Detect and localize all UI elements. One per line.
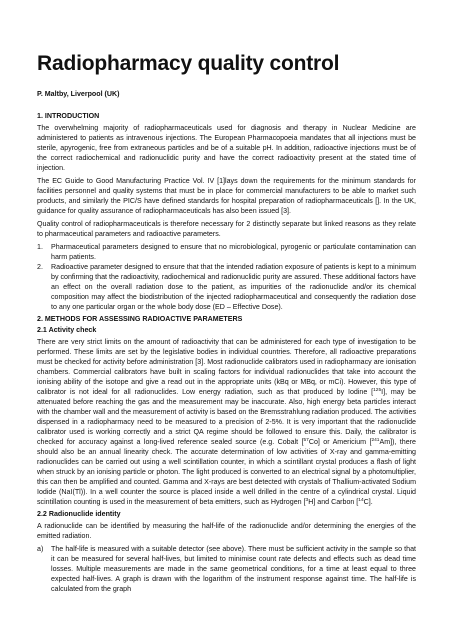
list-marker: 2. — [37, 263, 43, 271]
author-line: P. Maltby, Liverpool (UK) — [37, 90, 120, 98]
identity-paragraph: A radionuclide can be identified by measuring the half-life of the radionuclide and/or determining the energies of the emitted radiation. — [37, 522, 416, 540]
isotope-superscript: 3 — [305, 498, 309, 503]
isotope-superscript: 14 — [358, 498, 364, 503]
identity-lettered-list — [37, 544, 416, 594]
text-run: Am]), there should also be an annual linearity check. The accurate determination of low activities of X-ray and gamma-emitting radionuclides can be carried out using a well scintillation counter, in which a scintillant crystal produces a flash of light when struck by an ionising particle or photon. The light produced is converted to an electrical signal by a photomultiplier, this can then be amplified and counted. Gamma and X-rays are best detected with crystals of Thallium-activated Sodium Iodide (NaI(Tl)). In a well counter the source is placed inside a well drilled in the centre of a cylindrical crystal. Liquid scintillation counting is used in the measurement of beta emitters, such as Hydrogen [ — [37, 438, 416, 506]
intro-paragraph-2: The EC Guide to Good Manufacturing Practice Vol. IV [1]lays down the requirements for the minimum standards for facilities personnel and quality systems that must be in place for commercial manufacturers to be able to market such products, and similarly the PIC/S have defined standards for hospital preparation of radiopharmaceuticals []. In the UK, guidance for quality assurance of radiopharmaceuticals has also been issued [3]. — [37, 177, 416, 215]
document-title: Radiopharmacy quality control — [37, 52, 340, 75]
subsection-heading-radionuclide-identity: 2.2 Radionuclide identity — [37, 510, 121, 518]
list-item — [37, 242, 416, 262]
text-run: I], may be attenuated before reaching the gas and the measurement may be inaccurate. Also, high energy beta particles interact with the chamber wall and the measurement of activity is based on the Bremsstrahlung radiation produced. The activities dispensed in a radiopharmacy need to be measured to a precision of 2-5%. It is very important that the radionuclide calibrator used is working correctly and a strict QA regime should be followed to ensure this. Daily, the calibrator is checked for accuracy against a long-lived reference sealed source (e.g. Cobalt [ — [37, 388, 416, 446]
text-run: H] and Carbon [ — [308, 498, 359, 506]
intro-paragraph-1: The overwhelming majority of radiopharmaceuticals used for diagnosis and therapy in Nuclear Medicine are administered to patients as intravenous injections. The European Pharmacopoeia mandates that all injections must be sterile, apyrogenic, free from extraneous particles and be of a suitable pH. In addition, radioactive injections must be of the correct radiochemical and radionuclidic purity and have the correct radioactivity present at the stated time of injection. — [37, 124, 416, 172]
text-run: There are very strict limits on the amount of radioactivity that can be administered for each type of investigation to be performed. These limits are set by the legislative bodies in individual countries. Therefore, all radioactive preparations must be checked for activity before administration [3]. Most radionuclide calibrators used in radiopharmacy are ionisation chambers. Commercial calibrators have built in scaling factors for individual radionuclides that take into account the ionising ability of the isotope and give a read out in the appropriate units (kBq or MBq, or mCi). However, this type of calibrator is not ideal for all radionuclides. Low energy radiation, such as that produced by Iodine [ — [37, 338, 416, 396]
list-marker: a) — [37, 545, 44, 553]
section-heading-introduction: 1. INTRODUCTION — [37, 112, 100, 120]
list-item-text: The half-life is measured with a suitable detector (see above). There must be sufficient activity in the sample so that it can be measured for several half-lives, but limited to minimise count rate defects and effects such as dead time losses. Multiple measurements are made in the same geometrical conditions, for a time at least equal to three expected half-lives. A graph is drawn with the logarithm of the instrument response against time. The half-life is calculated from the graph — [51, 545, 416, 593]
list-marker: 1. — [37, 243, 43, 251]
list-item — [37, 544, 416, 594]
list-item — [37, 262, 416, 312]
intro-paragraph-3: Quality control of radiopharmaceuticals is therefore necessary for 2 distinctly separate but linked reasons as they relate to pharmaceutical parameters and radioactive parameters. — [37, 220, 416, 238]
text-run: C]. — [363, 498, 373, 506]
subsection-heading-activity-check: 2.1 Activity check — [37, 326, 97, 334]
isotope-superscript: 125 — [373, 388, 382, 393]
intro-numbered-list — [37, 242, 416, 312]
text-run: Co] or Americium [ — [308, 438, 372, 446]
list-item-text: Radioactive parameter designed to ensure that that the intended radiation exposure of patients is kept to a minimum by confirming that the radioactivity, radiochemical and radionuclidic purity are assured. These additional factors have an effect on the overall radiation dose to the patient, as impurities of the radionuclide and/or its chemical composition may affect the biodistribution of the injected radiopharmaceutical and consequently the radiation dose to any one particular organ or the whole body dose (ED – Effective Dose). — [51, 263, 416, 311]
isotope-superscript: 241 — [371, 438, 380, 443]
isotope-superscript: 57 — [303, 438, 309, 443]
activity-check-paragraph — [37, 337, 416, 507]
list-item-text: Pharmaceutical parameters designed to ensure that no microbiological, pyrogenic or particulate contamination can harm patients. — [51, 243, 416, 261]
section-heading-methods: 2. METHODS FOR ASSESSING RADIOACTIVE PARAMETERS — [37, 315, 243, 323]
